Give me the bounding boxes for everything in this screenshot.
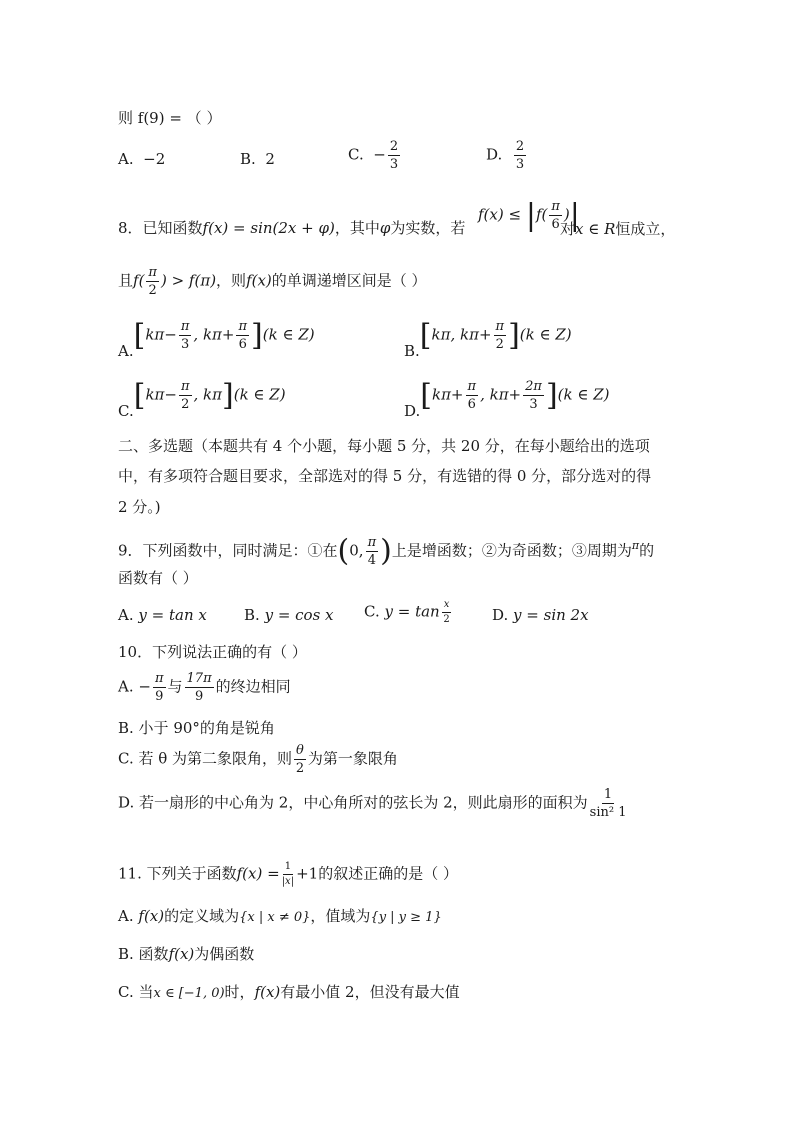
q8-option-c: C.[kπ− $\frac{\pi}{2}$ , kπ](k ∈ Z) (118, 378, 286, 420)
q11-option-a: A. f(x)的定义域为{x | x ≠ 0}，值域为{y | y ≥ 1} (118, 907, 442, 925)
q9-option-d: D. y = sin 2x (492, 606, 589, 624)
q10-option-c: C. 若 θ 为第二象限角，则 $\frac{\theta}{2}$ 为第一象限角 (118, 743, 398, 776)
q7-option-a: A. −2 (118, 150, 166, 168)
q9-line2: 函数有（ ） (118, 569, 198, 587)
section2-line1: 二、多选题（本题共有 4 个小题，每小题 5 分，共 20 分，在每小题给出的选项 (118, 437, 650, 455)
q8-option-a: A.[kπ− $\frac{\pi}{3}$ , kπ+ $\frac{\pi}{6}$ ](k ∈ Z) (118, 318, 315, 360)
q11-option-b: B. 函数f(x)为偶函数 (118, 945, 255, 963)
q9-option-c: C. y = tan $\frac{x}{2}$ (364, 599, 450, 625)
q10-option-d: D. 若一扇形的中心角为 2，中心角所对的弦长为 2，则此扇形的面积为 $\frac{1}{\text{sin² 1}}$ (118, 787, 627, 820)
section2-line2: 中，有多项符合题目要求，全部选对的得 5 分，有选错的得 0 分，部分选对的得 (118, 467, 652, 485)
q7-option-d: D. $\frac{2}{3}$ (486, 139, 525, 172)
q11-stem: 11. 下列关于函数f(x) = $\frac{1}{|x|}$ +1的叙述正确的是（ ） (118, 861, 458, 887)
q9-option-a: A. y = tan x (118, 606, 207, 624)
q7-option-c: C. − $\frac{2}{3}$ (348, 139, 399, 172)
q7-option-b: B. 2 (240, 150, 275, 168)
q11-option-c: C. 当x ∈ [−1, 0)时，f(x)有最小值 2，但没有最大值 (118, 983, 460, 1001)
q8-condition: f(x) ≤ |f( $\frac{\pi}{6}$ )| (478, 198, 580, 233)
q10-option-b: B. 小于 90°的角是锐角 (118, 719, 275, 737)
section2-line3: 2 分。) (118, 498, 161, 516)
q8-option-b: B.[kπ, kπ+ $\frac{\pi}{2}$ ](k ∈ Z) (404, 318, 572, 360)
q7-stem: 则 f(9) = （ ） (118, 109, 222, 127)
q8-option-d: D.[kπ+ $\frac{\pi}{6}$ , kπ+ $\frac{2\pi}{3}$ ](k ∈ Z) (404, 378, 610, 420)
q8-line1: 8．已知函数f(x) = sin(2x + φ)，其中φ为实数，若 (118, 219, 466, 237)
q8-condition-suffix: 对x ∈ R恒成立， (560, 220, 676, 238)
q9-line1: 9．下列函数中，同时满足：①在(0, $\frac{\pi}{4}$ )上是增函数；②为奇函数；③周期为$^\pi$的 (118, 533, 655, 569)
q10-stem: 10．下列说法正确的有（ ） (118, 643, 307, 661)
q10-option-a: A. − $\frac{\pi}{9}$ 与 $\frac{17\pi}{9}$ 的终边相同 (118, 671, 291, 704)
q8-line2: 且f( $\frac{\pi}{2}$ ) > f(π)，则f(x)的单调递增区间是（ ） (118, 265, 427, 298)
q9-option-b: B. y = cos x (244, 606, 334, 624)
